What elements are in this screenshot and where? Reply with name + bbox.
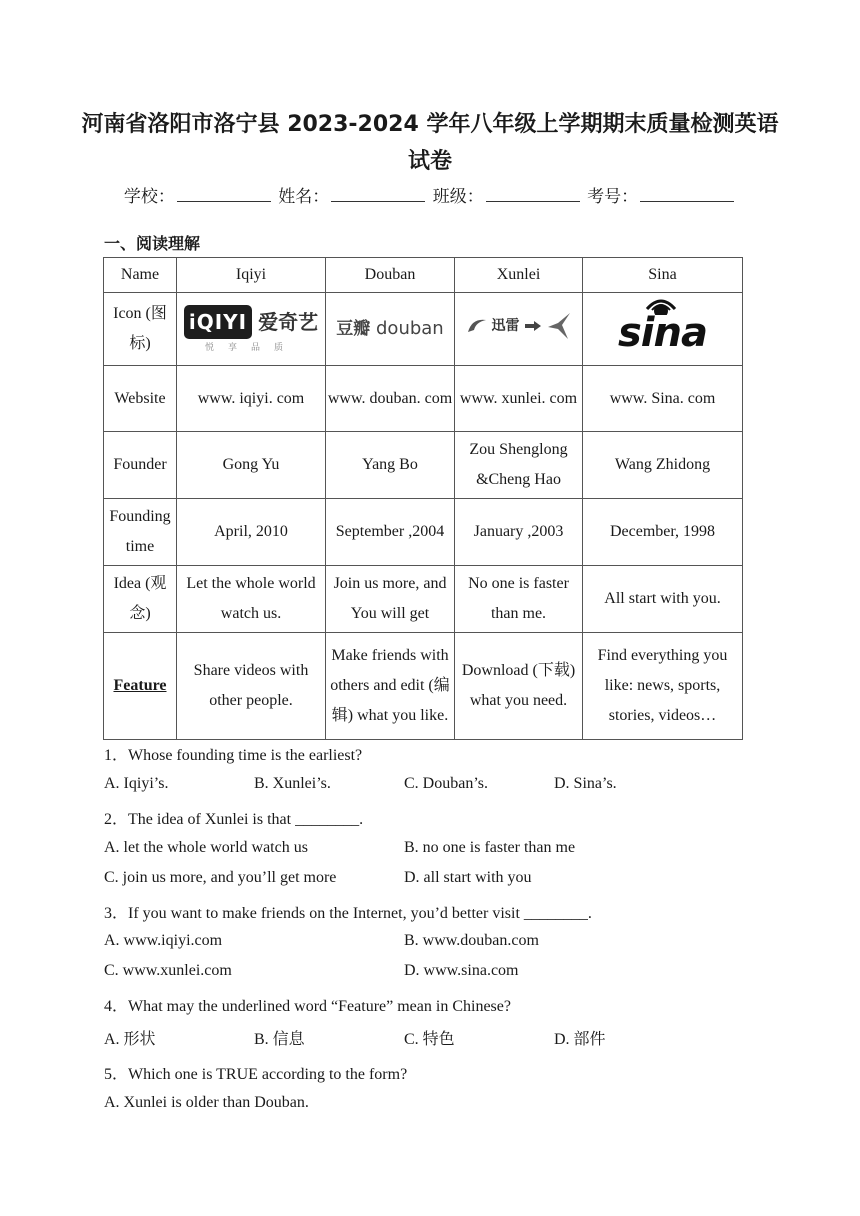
table-cell: September ,2004	[326, 499, 455, 566]
table-cell: April, 2010	[177, 499, 326, 566]
iqiyi-logo-slogan: 悦享品质	[204, 342, 297, 353]
question-4-option-b[interactable]: B. 信息	[254, 1031, 305, 1048]
douban-logo-en: douban	[376, 317, 444, 339]
question-2-option-a[interactable]: A. let the whole world watch us	[104, 839, 308, 856]
bird-icon	[546, 311, 572, 341]
header-sina: Sina	[583, 258, 743, 293]
question-2-option-c[interactable]: C. join us more, and you’ll get more	[104, 869, 337, 886]
question-3-option-b[interactable]: B. www.douban.com	[404, 932, 539, 949]
exam-title-line2: 试卷	[407, 149, 452, 174]
table-row-website	[104, 366, 743, 432]
question-3-stem: 3．If you want to make friends on the Internet, you’d better visit ________.	[104, 905, 592, 922]
table-row-founding-time	[104, 499, 743, 566]
exam-number-label: 考号：	[587, 187, 639, 207]
table-cell: www. douban. com	[326, 366, 455, 432]
school-blank[interactable]	[177, 187, 271, 202]
table-cell: All start with you.	[583, 566, 743, 633]
question-2-stem: 2．The idea of Xunlei is that ________.	[104, 811, 364, 828]
row-label: Founding time	[104, 499, 177, 566]
arrow-right-icon	[524, 320, 542, 332]
question-1-stem: 1．Whose founding time is the earliest?	[104, 747, 363, 764]
icon-row-label: Icon (图标)	[104, 293, 177, 366]
question-4-stem: 4．What may the underlined word “Feature” mean in Chinese?	[104, 998, 511, 1015]
row-label: Founder	[104, 432, 177, 499]
table-cell: Join us more, and You will get	[326, 566, 455, 633]
sina-logo	[583, 293, 743, 366]
table-cell: December, 1998	[583, 499, 743, 566]
info-table	[103, 257, 743, 740]
question-4-option-c[interactable]: C. 特色	[404, 1031, 455, 1048]
douban-logo	[326, 293, 455, 366]
iqiyi-logo	[177, 293, 326, 366]
table-cell: Zou Shenglong &Cheng Hao	[455, 432, 583, 499]
table-cell: Share videos with other people.	[177, 633, 326, 740]
table-cell: Wang Zhidong	[583, 432, 743, 499]
table-cell: www. xunlei. com	[455, 366, 583, 432]
question-4-option-a[interactable]: A. 形状	[104, 1031, 156, 1048]
student-info-line	[60, 182, 800, 207]
question-2-option-b[interactable]: B. no one is faster than me	[404, 839, 576, 856]
table-header-row	[104, 258, 743, 293]
question-1-option-c[interactable]: C. Douban’s.	[404, 775, 488, 792]
sina-logo-text: sina	[618, 309, 707, 356]
class-blank[interactable]	[486, 187, 580, 202]
exam-number-blank[interactable]	[640, 187, 734, 202]
question-1-option-b[interactable]: B. Xunlei’s.	[254, 775, 331, 792]
table-cell: www. iqiyi. com	[177, 366, 326, 432]
table-cell: January ,2003	[455, 499, 583, 566]
header-name: Name	[104, 258, 177, 293]
header-iqiyi: Iqiyi	[177, 258, 326, 293]
table-cell: Yang Bo	[326, 432, 455, 499]
table-cell: Make friends with others and edit (编辑) what you like.	[326, 633, 455, 740]
question-1-option-a[interactable]: A. Iqiyi’s.	[104, 775, 169, 792]
table-cell: Gong Yu	[177, 432, 326, 499]
question-3-option-c[interactable]: C. www.xunlei.com	[104, 962, 232, 979]
table-cell: No one is faster than me.	[455, 566, 583, 633]
header-douban: Douban	[326, 258, 455, 293]
table-row-feature	[104, 633, 743, 740]
question-5-stem: 5．Which one is TRUE according to the form?	[104, 1066, 408, 1083]
table-cell: Let the whole world watch us.	[177, 566, 326, 633]
table-row-idea	[104, 566, 743, 633]
name-label: 姓名：	[278, 187, 330, 207]
table-cell: Find everything you like: news, sports, stories, videos…	[583, 633, 743, 740]
row-label: Idea (观念)	[104, 566, 177, 633]
section-title: 一、阅读理解	[104, 234, 201, 253]
row-label: Website	[104, 366, 177, 432]
xunlei-logo	[455, 293, 583, 366]
table-cell: Download (下载) what you need.	[455, 633, 583, 740]
class-label: 班级：	[432, 187, 484, 207]
xunlei-swoosh-icon	[466, 316, 488, 336]
header-xunlei: Xunlei	[455, 258, 583, 293]
exam-title-line1: 河南省洛阳市洛宁县 2023-2024 学年八年级上学期期末质量检测英语	[81, 112, 779, 137]
iqiyi-logo-mark: iQIYI	[184, 305, 252, 339]
iqiyi-logo-text: 爱奇艺	[258, 309, 319, 334]
feature-underlined-label: Feature	[104, 633, 177, 740]
name-blank[interactable]	[331, 187, 425, 202]
question-3-option-d[interactable]: D. www.sina.com	[404, 962, 519, 979]
question-1-option-d[interactable]: D. Sina’s.	[554, 775, 617, 792]
question-4-option-d[interactable]: D. 部件	[554, 1031, 606, 1048]
table-row-icon	[104, 293, 743, 366]
school-label: 学校：	[123, 187, 175, 207]
question-5-option-a[interactable]: A. Xunlei is older than Douban.	[104, 1094, 309, 1111]
xunlei-logo-text: 迅雷	[491, 318, 520, 334]
douban-logo-cn: 豆瓣	[336, 318, 371, 339]
table-cell: www. Sina. com	[583, 366, 743, 432]
question-2-option-d[interactable]: D. all start with you	[404, 869, 532, 886]
question-3-option-a[interactable]: A. www.iqiyi.com	[104, 932, 223, 949]
table-row-founder	[104, 432, 743, 499]
